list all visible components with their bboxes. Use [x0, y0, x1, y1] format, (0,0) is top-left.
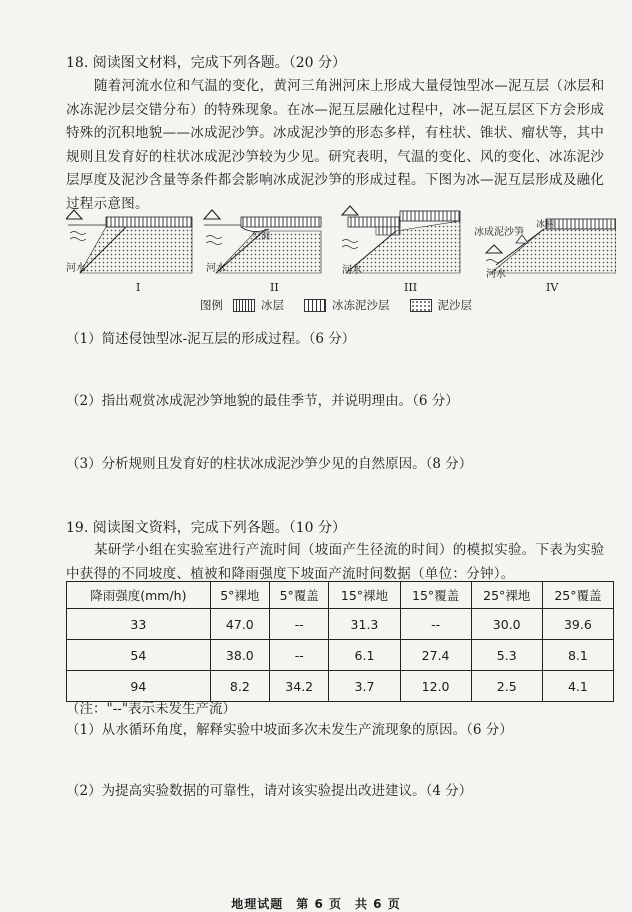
table-cell: 2.5	[471, 671, 542, 702]
legend-sand-swatch	[410, 299, 432, 312]
panel-label-1: I	[136, 281, 141, 294]
water-level-marker-icon	[204, 210, 220, 219]
legend	[200, 297, 472, 313]
q19-sub-2: （2）为提高实验数据的可靠性，请对该实验提出改进建议。（4 分）	[66, 783, 473, 799]
table-header-row	[67, 582, 614, 609]
q18-line-4: 规则且发育好的柱状冰成泥沙笋较为少见。研究表明，气温的变化、风的变化、冰冻泥沙	[66, 148, 605, 165]
table-cell: 4.1	[542, 671, 613, 702]
panel-label-2: II	[270, 281, 279, 294]
page-footer: 地理试题 第 6 页 共 6 页	[231, 897, 401, 911]
table-cell: 39.6	[542, 609, 613, 640]
legend-icesand-label: 冰冻泥沙层	[332, 298, 390, 312]
panel-label-3: III	[404, 281, 418, 294]
legend-ice-label: 冰层	[261, 298, 284, 312]
q18-passage	[66, 75, 614, 216]
table-row	[67, 609, 614, 640]
table-header: 25°覆盖	[542, 582, 613, 609]
q18-sub-2: （2）指出观赏冰成泥沙笋地貌的最佳季节，并说明理由。（6 分）	[66, 393, 459, 409]
q18-line-3: 特殊的沉积地貌——冰成泥沙笋。冰成泥沙笋的形态多样，有柱状、锥状、瘤状等，其中	[66, 125, 605, 141]
water-level-marker-icon	[486, 245, 502, 253]
table-header: 25°裸地	[471, 582, 542, 609]
table-header: 15°裸地	[329, 582, 400, 609]
table-cell: 38.0	[210, 640, 269, 671]
diagram-svg	[66, 205, 616, 295]
table-cell: 94	[67, 671, 211, 702]
q18-title: 18. 阅读图文材料，完成下列各题。（20 分）	[66, 55, 346, 71]
q19-line-2: 中获得的不同坡度、植被和降雨强度下坡面产流时间数据（单位：分钟）。	[66, 565, 515, 582]
table-cell: --	[270, 609, 329, 640]
legend-sand-label: 泥沙层	[437, 298, 472, 312]
river-label-2: 河水	[206, 263, 226, 274]
legend-title: 图例	[200, 298, 223, 312]
q19-sub-1: （1）从水循环角度，解释实验中坡面多次未发生产流现象的原因。（6 分）	[66, 722, 513, 738]
q18-line-1: 随着河流水位和气温的变化，黄河三角洲河床上形成大量侵蚀型冰—泥互层（冰层和	[94, 78, 605, 94]
q18-line-5: 层厚度及泥沙含量等条件都会影响冰成泥沙笋的形成过程。下图为冰—泥互层形成及融化	[66, 172, 605, 188]
q18-line-6: 过程示意图。	[66, 195, 149, 212]
ice-mud-diagram	[66, 205, 616, 323]
table-cell: 6.1	[329, 640, 400, 671]
table-cell: --	[400, 609, 471, 640]
q19-note: （注："--"表示未发生产流）	[66, 701, 237, 717]
q19-line-1: 某研学小组在实验室进行产流时间（坡面产生径流的时间）的模拟实验。下表为实验	[94, 542, 605, 558]
river-label-3: 河水	[342, 265, 362, 276]
table-cell: 8.1	[542, 640, 613, 671]
water-level-marker-icon	[342, 206, 358, 215]
table-cell: 34.2	[270, 671, 329, 702]
table-cell: 31.3	[329, 609, 400, 640]
sand-cone-label: 冰成泥沙笋	[474, 227, 524, 238]
river-label-1: 河水	[66, 263, 86, 274]
table-row	[67, 640, 614, 671]
q19-passage	[66, 539, 614, 586]
q18-sub-1: （1）简述侵蚀型冰-泥互层的形成过程。（6 分）	[66, 331, 356, 347]
table-cell: 3.7	[329, 671, 400, 702]
table-header: 5°裸地	[210, 582, 269, 609]
hollow-label: 空洞	[252, 232, 271, 242]
table-cell: 8.2	[210, 671, 269, 702]
table-header: 降雨强度(mm/h)	[67, 582, 211, 609]
ice-label: 冰柄	[536, 220, 555, 230]
panel-label-4: IV	[546, 281, 559, 294]
table-cell: 5.3	[471, 640, 542, 671]
table-cell: 33	[67, 609, 211, 640]
legend-ice-swatch	[233, 299, 255, 312]
table-cell: 54	[67, 640, 211, 671]
table-cell: 12.0	[400, 671, 471, 702]
water-level-marker-icon	[66, 210, 82, 219]
q18-line-2: 冰冻泥沙层交错分布）的特殊现象。在冰—泥互层融化过程中，冰—泥互层区下方会形成	[66, 101, 605, 118]
table-header: 15°覆盖	[400, 582, 471, 609]
q19-title: 19. 阅读图文资料，完成下列各题。（10 分）	[66, 520, 346, 536]
table-header: 5°覆盖	[270, 582, 329, 609]
sand-layer-1	[80, 227, 192, 273]
ice-layer-1	[106, 217, 192, 227]
q18-sub-3: （3）分析规则且发育好的柱状冰成泥沙笋少见的自然原因。（8 分）	[66, 456, 473, 472]
river-label-4: 河水	[486, 269, 506, 280]
table-cell: 27.4	[400, 640, 471, 671]
runoff-time-table	[66, 581, 614, 702]
legend-icesand-swatch	[304, 299, 326, 312]
table-cell: --	[270, 640, 329, 671]
table-cell: 47.0	[210, 609, 269, 640]
table-cell: 30.0	[471, 609, 542, 640]
